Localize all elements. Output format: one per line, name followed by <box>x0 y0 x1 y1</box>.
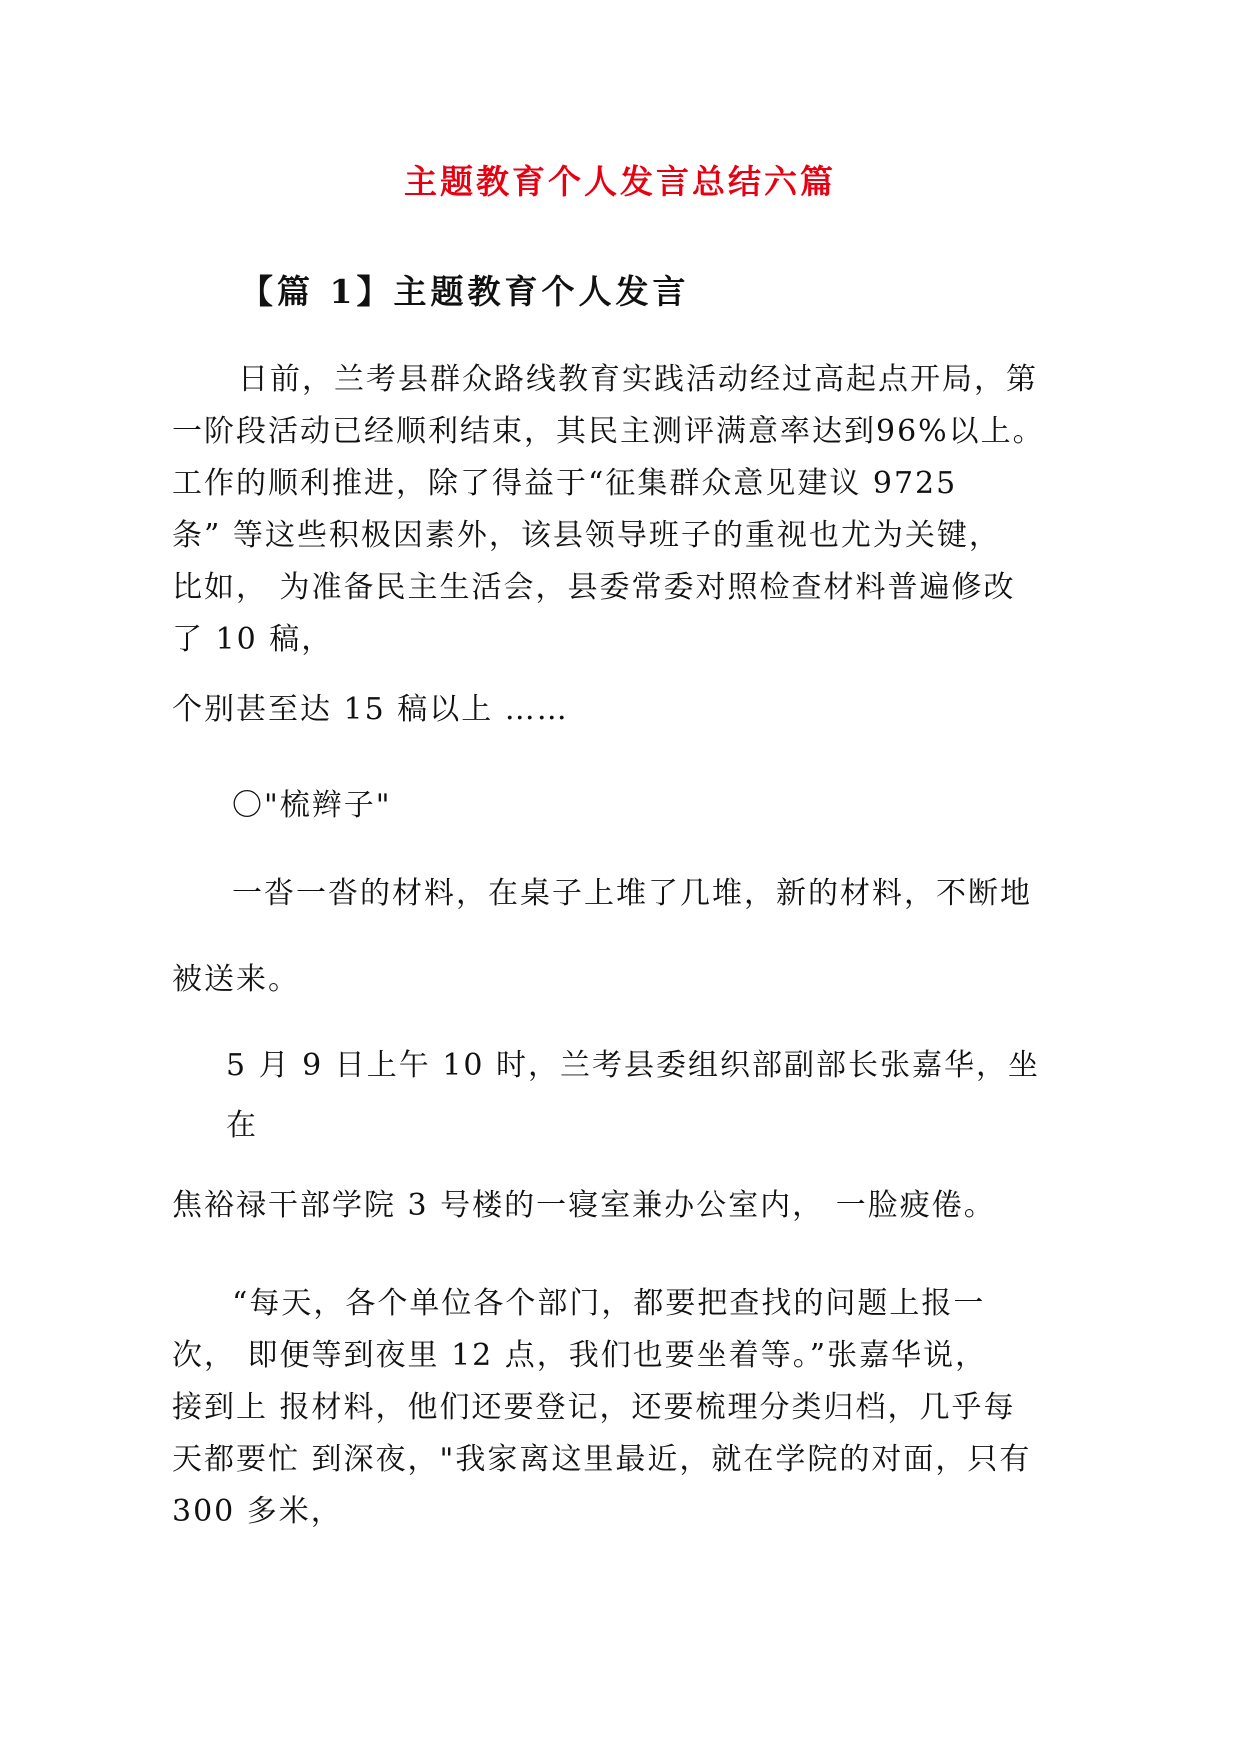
paragraph-line: 条” 等这些积极因素外，该县领导班子的重视也尤为关键， <box>172 518 1001 553</box>
paragraph-line: 被送来。 <box>172 962 300 997</box>
paragraph-line: 工作的顺利推进，除了得益于“征集群众意见建议 9725 <box>172 466 958 501</box>
paragraph-line: 300 多米， <box>172 1494 343 1529</box>
subheading: 〇"梳辫子" <box>232 788 392 823</box>
paragraph-line: 日前，兰考县群众路线教育实践活动经过高起点开局，第 <box>238 362 1038 397</box>
paragraph-line: 天都要忙 到深夜，"我家离这里最近，就在学院的对面，只有 <box>172 1442 1032 1477</box>
document-title: 主题教育个人发言总结六篇 <box>404 162 836 201</box>
paragraph-line: 在 <box>226 1108 258 1143</box>
paragraph-line: 5 月 9 日上午 10 时，兰考县委组织部副部长张嘉华，坐 <box>226 1048 1041 1083</box>
paragraph-line: 次， 即便等到夜里 12 点，我们也要坐着等。”张嘉华说， <box>172 1338 988 1373</box>
section-heading: 【篇 1】主题教育个人发言 <box>240 272 690 311</box>
paragraph-line: 个别甚至达 15 稿以上 …… <box>172 692 569 727</box>
paragraph-line: 接到上 报材料，他们还要登记，还要梳理分类归档，几乎每 <box>172 1390 1016 1425</box>
paragraph-line: 比如， 为准备民主生活会，县委常委对照检查材料普遍修改 <box>172 570 1016 605</box>
paragraph-line: “每天，各个单位各个部门，都要把查找的问题上报一 <box>232 1286 986 1321</box>
paragraph-line: 了 10 稿， <box>172 622 334 657</box>
paragraph-line: 一沓一沓的材料，在桌子上堆了几堆，新的材料，不断地 <box>232 876 1032 911</box>
paragraph-line: 焦裕禄干部学院 3 号楼的一寝室兼办公室内， 一脸疲倦。 <box>172 1188 996 1223</box>
paragraph-line: 一阶段活动已经顺利结束，其民主测评满意率达到96%以上。 <box>172 414 1045 449</box>
